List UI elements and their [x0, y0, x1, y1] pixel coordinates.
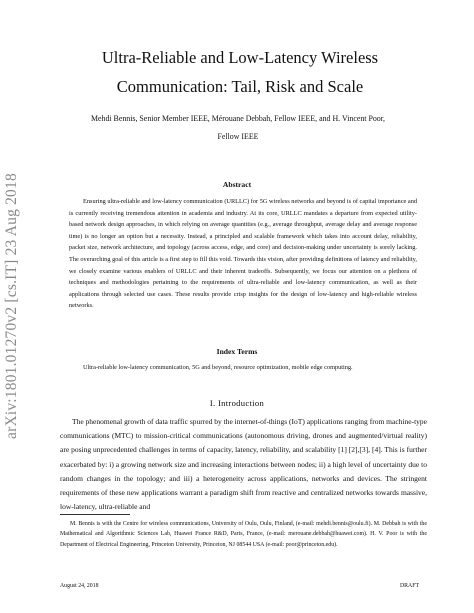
paper-title-line-1: Ultra-Reliable and Low-Latency Wireless — [101, 48, 379, 67]
footnote-divider — [60, 514, 130, 515]
arxiv-identifier: arXiv:1801.01270v2 [cs.IT] 23 Aug 2018 — [3, 173, 20, 439]
footer-date: August 24, 2018 — [60, 583, 99, 589]
authors-line-2: Fellow IEEE — [217, 132, 259, 141]
abstract-heading: Abstract — [222, 180, 252, 189]
author-affiliation-footnote: M. Bennis is with the Centre for wireless communications, University of Oulu, Oulu, Finland, (e-mail: mehdi.bennis@oulu.fi). M. Debbah is with the Mathematical and Algorithmic Sciences Lab, Huawei France R&D, Paris, France, (e-mail: merouane.debbah@huawei.com). H. V. Poor is with the Department of Electrical Engineering, Princeton University, Princeton, NJ 08544 USA (e-mail: poor@princeton.edu). — [60, 521, 427, 548]
introduction-paragraph: The phenomenal growth of data traffic spurred by the internet-of-things (IoT) applications ranging from machine-type communications (MTC) to mission-critical communications (autonomous driving, drones and augmented/virtual reality) are posing unprecedented challenges in terms of capacity, latency, reliability, and scalability [1] [2],[3], [4]. This is further exacerbated by: i) a growing network size and increasing interactions between nodes; ii) a high level of uncertainty due to random changes in the topology; and iii) a heterogeneity across applications, networks and devices. The stringent requirements of these new applications warrant a paradigm shift from reactive and centralized networks towards massive, low-latency, ultra-reliable and — [60, 417, 427, 512]
authors-line-1: Mehdi Bennis, Senior Member IEEE, Mérouane Debbah, Fellow IEEE, and H. Vincent Poor, — [90, 114, 386, 123]
abstract-text: Ensuring ultra-reliable and low-latency communication (URLLC) for 5G wireless networks and beyond is of capital importance and is currently receiving tremendous attention in academia and industry. At its core, URLLC mandates a departure from expected utility-based network design approaches, in which relying on average quantities (e.g., average throughput, average delay and average response time) is no longer an option but a necessity. Instead, a principled and scalable framework which takes into account delay, reliability, packet size, network architecture, and topology (across access, edge, and core) and decision-making under uncertainty is sorely lacking. The overarching goal of this article is a first step to fill this void. Towards this vision, after providing definitions of latency and reliability, we closely examine various enablers of URLLC and their inherent tradeoffs. Subsequently, we focus our attention on a plethora of techniques and methodologies pertaining to the requirements of ultra-reliable and low-latency communication, as well as their applications through selected use cases. These results provide crisp insights for the design of low-latency and high-reliable wireless networks. — [69, 198, 417, 310]
index-terms-text: Ultra-reliable low-latency communication, 5G and beyond, resource optimization, mobile edge computing. — [83, 364, 353, 371]
paper-title-line-2: Communication: Tail, Risk and Scale — [116, 77, 364, 96]
index-terms-heading: Index Terms — [216, 347, 258, 356]
author-list — [58, 110, 418, 146]
section-heading-introduction: I. Introduction — [209, 398, 265, 408]
footer-draft-label: DRAFT — [399, 583, 419, 589]
